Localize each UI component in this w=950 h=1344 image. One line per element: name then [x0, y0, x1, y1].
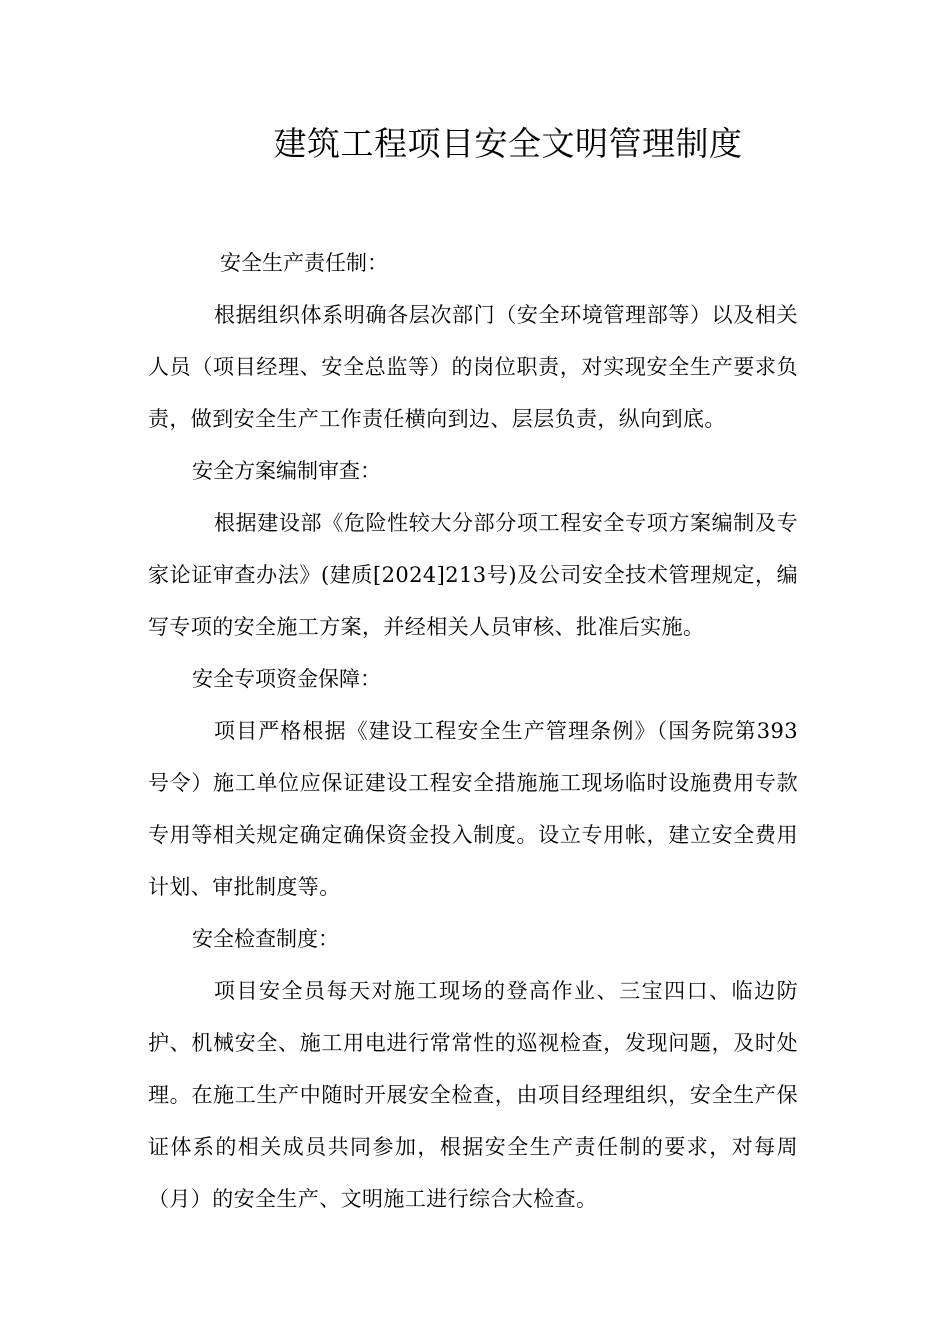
section-heading-funding: 安全专项资金保障：	[192, 667, 381, 691]
document-body	[148, 237, 798, 1225]
section-body-plan-review: 根据建设部《危险性较大分部分项工程安全专项方案编制及专家论证审查办法》(建质[2024]213号)及公司安全技术管理规定，编写专项的安全施工方案，并经相关人员审核、批准后实施。	[148, 511, 798, 639]
section-body-responsibility: 根据组织体系明确各层次部门（安全环境管理部等）以及相关人员（项目经理、安全总监等）的岗位职责，对实现安全生产要求负责，做到安全生产工作责任横向到边、层层负责，纵向到底。	[148, 303, 798, 431]
section-heading-plan-review: 安全方案编制审查：	[192, 459, 381, 483]
section-heading-responsibility: 安全生产责任制：	[220, 251, 388, 275]
document-title: 建筑工程项目安全文明管理制度	[273, 124, 743, 163]
section-body-inspection: 项目安全员每天对施工现场的登高作业、三宝四口、临边防护、机械安全、施工用电进行常常性的巡视检查，发现问题，及时处理。在施工生产中随时开展安全检查，由项目经理组织，安全生产保证体系的相关成员共同参加，根据安全生产责任制的要求，对每周（月）的安全生产、文明施工进行综合大检查。	[148, 979, 798, 1211]
section-heading-inspection: 安全检查制度：	[192, 927, 339, 951]
section-body-funding: 项目严格根据《建设工程安全生产管理条例》（国务院第393号令）施工单位应保证建设工程安全措施施工现场临时设施费用专款专用等相关规定确定确保资金投入制度。设立专用帐，建立安全费用计划、审批制度等。	[148, 719, 798, 899]
